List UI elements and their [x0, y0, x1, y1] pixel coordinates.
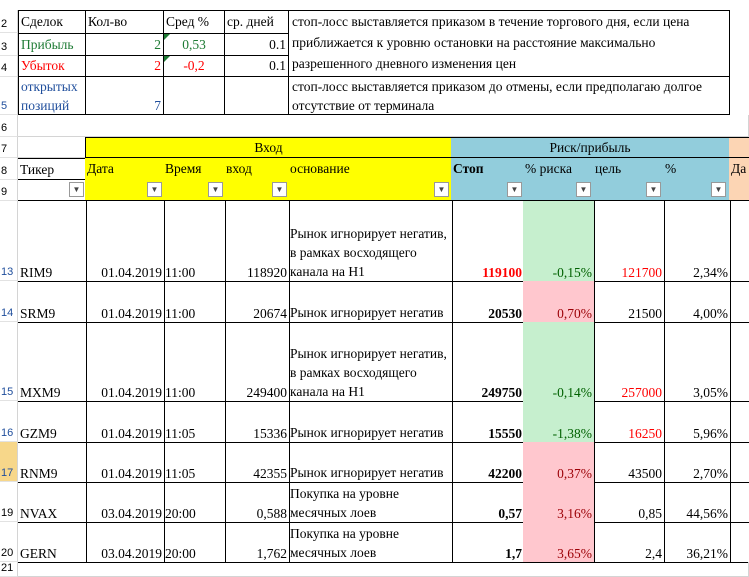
stop-cell[interactable] [451, 482, 525, 523]
pct-cell-value: 44,56% [686, 506, 728, 521]
reason-cell-value: Покупка на уровне месячных лоев [290, 486, 399, 520]
stop-cell-value: 42200 [488, 466, 522, 481]
date-cell[interactable] [85, 401, 165, 443]
col-reason[interactable]: основание [288, 158, 452, 180]
ticker-cell-value: SRM9 [20, 306, 56, 321]
date-cell[interactable] [85, 281, 165, 323]
target-cell[interactable] [593, 522, 665, 563]
stop-cell-value: 20530 [488, 306, 522, 321]
time-cell[interactable] [163, 442, 226, 483]
loss-label[interactable]: Убыток [18, 55, 86, 77]
pct-cell-value: 36,21% [686, 546, 728, 561]
filter-dropdown-icon[interactable]: ▼ [646, 182, 661, 197]
pct-cell-value: 2,70% [693, 466, 728, 481]
summary-header-avg[interactable]: Сред % [163, 10, 225, 34]
risk-pct-cell-value: -0,14% [552, 385, 592, 400]
stop-cell-value: 0,57 [498, 506, 522, 521]
note-stoploss-day[interactable]: стоп-лосс выставляется приказом в течение торгового дня, если цена приближается к уровню остановки на расстояние максимально разрешенного дневного изменения цен [288, 10, 730, 77]
stop-cell[interactable] [451, 322, 525, 402]
reason-cell-value: Покупка на уровне месячных лоев [290, 526, 399, 560]
col-target[interactable]: цель [593, 158, 664, 180]
summary-header-days[interactable]: ср. дней [224, 10, 289, 34]
reason-cell[interactable] [288, 322, 453, 402]
note-stoploss-gtc[interactable]: стоп-лосс выставляется приказом до отмены, если предполагаю долгое отсутствие от терминала [288, 76, 730, 115]
pct-cell-value: 3,05% [693, 385, 728, 400]
col-ticker[interactable]: Тикер [18, 158, 86, 180]
open-positions-label[interactable]: открытых позиций [18, 76, 86, 115]
open-positions-count-value: 7 [154, 98, 161, 113]
risk-pct-cell[interactable] [523, 522, 595, 563]
stop-cell-value: 119100 [482, 265, 522, 280]
filter-cell[interactable] [729, 179, 749, 201]
date-cell[interactable] [85, 442, 165, 483]
entry-cell[interactable] [224, 442, 290, 483]
empty-cell[interactable] [163, 76, 225, 115]
target-cell[interactable] [593, 281, 665, 323]
stop-cell[interactable] [451, 401, 525, 443]
ticker-cell[interactable] [18, 401, 87, 443]
pct-cell[interactable] [663, 401, 731, 443]
col-next[interactable]: Да [729, 158, 749, 180]
reason-cell-value: Рынок игнорирует негатив [290, 425, 444, 440]
ticker-cell[interactable] [18, 322, 87, 402]
date-cell-value: 01.04.2019 [101, 306, 162, 321]
loss-avg[interactable]: -0,2 [163, 55, 225, 77]
entry-cell-value: 1,762 [256, 546, 287, 561]
next-cell[interactable] [729, 401, 749, 443]
target-cell-value: 21500 [628, 306, 662, 321]
pct-cell-value: 5,96% [693, 426, 728, 441]
risk-pct-cell[interactable] [523, 442, 595, 483]
reason-cell-value: Рынок игнорирует негатив [290, 305, 444, 320]
ticker-cell[interactable] [18, 281, 87, 323]
target-cell-value: 121700 [621, 265, 662, 280]
row-header[interactable]: 17 [0, 442, 18, 482]
time-cell[interactable] [163, 482, 226, 523]
next-cell[interactable] [729, 482, 749, 523]
date-cell-value: 03.04.2019 [101, 506, 162, 521]
reason-cell-value: Рынок игнорирует негатив, в рамках восходящего канала на H1 [290, 346, 447, 399]
reason-cell-value: Рынок игнорирует негатив, в рамках восходящего канала на H1 [290, 226, 447, 279]
next-cell[interactable] [729, 522, 749, 563]
reason-cell[interactable] [288, 522, 453, 563]
risk-pct-cell-value: 3,65% [557, 546, 592, 561]
target-cell-value: 0,85 [638, 506, 662, 521]
stop-cell[interactable] [451, 281, 525, 323]
time-cell[interactable] [163, 201, 226, 282]
time-cell[interactable] [163, 401, 226, 443]
risk-pct-cell-value: -1,38% [552, 426, 592, 441]
row-header[interactable]: 4 [0, 56, 18, 77]
target-cell-value: 43500 [628, 466, 662, 481]
risk-pct-cell[interactable] [523, 322, 595, 402]
next-cell[interactable] [729, 322, 749, 402]
profit-avg[interactable]: 0,53 [163, 33, 225, 56]
risk-pct-cell-value: 3,16% [557, 506, 592, 521]
ticker-cell-value: GERN [20, 546, 57, 561]
entry-cell-value: 20674 [253, 306, 287, 321]
date-cell-value: 01.04.2019 [101, 466, 162, 481]
row-header[interactable]: 19 [0, 482, 18, 522]
risk-pct-cell-value: 0,37% [557, 466, 592, 481]
row-header[interactable]: 9 [0, 180, 18, 201]
reason-cell[interactable] [288, 281, 453, 323]
group-entry[interactable]: Вход [85, 137, 452, 158]
group-risk-reward[interactable]: Риск/прибыль [451, 137, 730, 158]
pct-cell[interactable] [663, 281, 731, 323]
empty-cell[interactable] [224, 76, 289, 115]
entry-cell-value: 0,588 [256, 506, 287, 521]
stop-cell-value: 15550 [488, 426, 522, 441]
col-time[interactable]: Время [163, 158, 225, 180]
stop-cell-value: 1,7 [505, 546, 522, 561]
stop-cell[interactable] [451, 201, 525, 282]
empty-cell[interactable] [18, 137, 86, 158]
time-cell[interactable] [163, 322, 226, 402]
filter-dropdown-icon[interactable]: ▼ [507, 182, 522, 197]
time-cell-value: 20:00 [165, 506, 196, 521]
target-cell[interactable] [593, 482, 665, 523]
ticker-cell[interactable] [18, 201, 87, 282]
risk-pct-cell-value: -0,15% [552, 265, 592, 280]
row-header[interactable]: 15 [0, 322, 18, 401]
next-cell[interactable] [729, 201, 749, 282]
summary-header-deals[interactable]: Сделок [18, 10, 86, 34]
date-cell-value: 01.04.2019 [101, 426, 162, 441]
pct-cell[interactable] [663, 201, 731, 282]
row-header[interactable]: 21 [0, 562, 18, 577]
row-header[interactable]: 7 [0, 137, 18, 158]
profit-count[interactable]: 2 [85, 33, 164, 56]
target-cell[interactable] [593, 401, 665, 443]
time-cell-value: 11:00 [165, 385, 196, 400]
filter-dropdown-icon[interactable]: ▼ [69, 182, 84, 197]
filter-dropdown-icon[interactable]: ▼ [147, 182, 162, 197]
pct-cell[interactable] [663, 442, 731, 483]
reason-cell[interactable] [288, 442, 453, 483]
next-cell[interactable] [729, 442, 749, 483]
entry-cell-value: 15336 [253, 426, 287, 441]
risk-pct-cell[interactable] [523, 281, 595, 323]
col-entry[interactable]: вход [224, 158, 289, 180]
entry-cell[interactable] [224, 522, 290, 563]
date-cell-value: 01.04.2019 [101, 385, 162, 400]
time-cell-value: 11:00 [165, 306, 196, 321]
date-cell-value: 01.04.2019 [101, 265, 162, 280]
ticker-cell-value: RIM9 [20, 265, 53, 280]
filter-dropdown-icon[interactable]: ▼ [434, 182, 449, 197]
row-header[interactable]: 3 [0, 33, 18, 56]
target-cell-value: 2,4 [645, 546, 662, 561]
date-cell[interactable] [85, 482, 165, 523]
empty-row[interactable] [18, 115, 749, 137]
error-indicator-icon [164, 34, 170, 40]
row-header[interactable]: 13 [0, 201, 18, 281]
entry-cell[interactable] [224, 482, 290, 523]
filter-dropdown-icon[interactable]: ▼ [208, 182, 223, 197]
row-header[interactable]: 6 [0, 115, 18, 137]
target-cell-value: 16250 [628, 426, 662, 441]
loss-count[interactable]: 2 [85, 55, 164, 77]
time-cell[interactable] [163, 281, 226, 323]
row-header[interactable]: 2 [0, 10, 18, 33]
col-date[interactable]: Дата [85, 158, 164, 180]
date-cell[interactable] [85, 322, 165, 402]
ticker-cell-value: MXM9 [20, 385, 61, 400]
row-header[interactable]: 14 [0, 281, 18, 322]
filter-dropdown-icon[interactable]: ▼ [576, 182, 591, 197]
entry-cell[interactable] [224, 281, 290, 323]
stop-cell[interactable] [451, 442, 525, 483]
row-header[interactable]: 20 [0, 522, 18, 562]
ticker-cell[interactable] [18, 442, 87, 483]
next-cell[interactable] [729, 281, 749, 323]
stop-cell-value: 249750 [481, 385, 522, 400]
time-cell-value: 11:00 [165, 265, 196, 280]
col-pct[interactable]: % [663, 158, 730, 180]
pct-cell-value: 2,34% [693, 265, 728, 280]
entry-cell[interactable] [224, 201, 290, 282]
risk-pct-cell-value: 0,70% [557, 306, 592, 321]
entry-cell-value: 249400 [246, 385, 287, 400]
entry-cell-value: 118920 [247, 265, 287, 280]
ticker-cell-value: RNM9 [20, 466, 58, 481]
date-cell[interactable] [85, 201, 165, 282]
pct-cell[interactable] [663, 322, 731, 402]
loss-days[interactable]: 0.1 [224, 55, 289, 77]
summary-header-count[interactable]: Кол-во [85, 10, 164, 34]
profit-days[interactable]: 0.1 [224, 33, 289, 56]
pct-cell[interactable] [663, 522, 731, 563]
ticker-cell-value: NVAX [20, 506, 58, 521]
ticker-cell-value: GZM9 [20, 426, 57, 441]
ticker-cell[interactable] [18, 482, 87, 523]
target-cell[interactable] [593, 442, 665, 483]
pct-cell[interactable] [663, 482, 731, 523]
error-indicator-icon [164, 56, 170, 62]
target-cell[interactable] [593, 322, 665, 402]
profit-label[interactable]: Прибыль [18, 33, 86, 56]
next-group-cell[interactable] [729, 137, 749, 158]
risk-pct-cell[interactable] [523, 201, 595, 282]
time-cell-value: 11:05 [165, 426, 196, 441]
filter-dropdown-icon[interactable]: ▼ [711, 182, 726, 197]
time-cell-value: 11:05 [165, 466, 196, 481]
stop-cell[interactable] [451, 522, 525, 563]
date-cell-value: 03.04.2019 [101, 546, 162, 561]
filter-dropdown-icon[interactable]: ▼ [272, 182, 287, 197]
date-cell[interactable] [85, 522, 165, 563]
row-header[interactable]: 16 [0, 401, 18, 442]
reason-cell[interactable] [288, 482, 453, 523]
reason-cell[interactable] [288, 201, 453, 282]
open-positions-count[interactable] [85, 76, 164, 115]
col-risk-pct[interactable]: % риска [523, 158, 594, 180]
target-cell-value: 257000 [621, 385, 662, 400]
entry-cell[interactable] [224, 322, 290, 402]
empty-row[interactable] [18, 562, 749, 577]
risk-pct-cell[interactable] [523, 482, 595, 523]
reason-cell[interactable] [288, 401, 453, 443]
row-header[interactable]: 8 [0, 158, 18, 180]
time-cell[interactable] [163, 522, 226, 563]
row-header[interactable]: 5 [0, 77, 18, 115]
entry-cell-value: 42355 [253, 466, 287, 481]
col-stop[interactable]: Стоп [451, 158, 524, 180]
reason-cell-value: Рынок игнорирует негатив [290, 465, 444, 480]
risk-pct-cell[interactable] [523, 401, 595, 443]
pct-cell-value: 4,00% [693, 306, 728, 321]
time-cell-value: 20:00 [165, 546, 196, 561]
target-cell[interactable] [593, 201, 665, 282]
ticker-cell[interactable] [18, 522, 87, 563]
entry-cell[interactable] [224, 401, 290, 443]
filter-cell[interactable] [288, 179, 452, 201]
